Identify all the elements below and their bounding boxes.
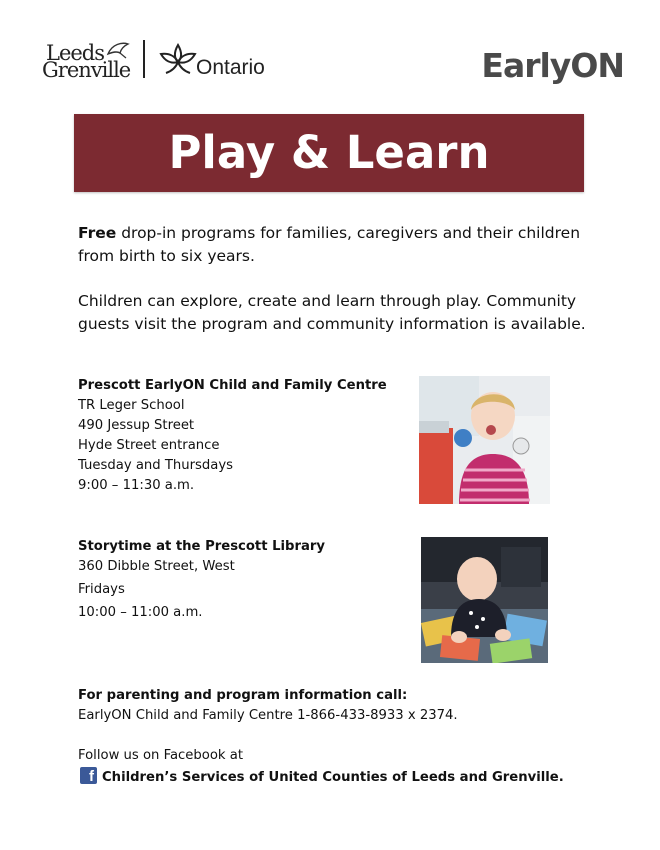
location-line: 10:00 – 11:00 a.m. xyxy=(78,605,203,620)
intro-paragraph-1 xyxy=(78,222,588,268)
leeds-grenville-logo xyxy=(42,42,134,82)
trillium-icon xyxy=(158,42,198,76)
location-line: TR Leger School xyxy=(78,398,185,413)
contact-heading: For parenting and program information call: xyxy=(78,688,408,703)
location-prescott-centre xyxy=(78,376,398,496)
intro-paragraph-1-rest: drop-in programs for families, caregivers and their children from birth to six years. xyxy=(78,224,581,265)
location-line: Fridays xyxy=(78,582,125,597)
earlyon-logo xyxy=(481,46,624,85)
contact-line: EarlyON Child and Family Centre 1-866-433-8933 x 2374. xyxy=(78,708,458,723)
location-heading: Prescott EarlyON Child and Family Centre xyxy=(78,378,387,393)
facebook-page-name: Children’s Services of United Counties of Leeds and Grenville. xyxy=(102,770,564,785)
photo-baby-with-books xyxy=(421,537,548,663)
facebook-icon: f xyxy=(80,767,97,784)
location-line: 360 Dibble Street, West xyxy=(78,559,235,574)
location-prescott-library xyxy=(78,537,398,623)
location-line: Tuesday and Thursdays xyxy=(78,458,234,473)
leeds-logo-line1: Leeds xyxy=(46,41,105,65)
location-line: 9:00 – 11:30 a.m. xyxy=(78,478,195,493)
ontario-logo-text: Ontario xyxy=(196,56,265,79)
photo-toddler-playing xyxy=(419,376,550,504)
logo-row xyxy=(40,38,624,86)
follow-text: Follow us on Facebook at xyxy=(78,748,244,763)
location-heading: Storytime at the Prescott Library xyxy=(78,539,325,554)
intro-text xyxy=(78,222,588,358)
intro-free-bold: Free xyxy=(78,224,117,242)
earlyon-logo-part1: Early xyxy=(481,46,571,85)
location-line: Hyde Street entrance xyxy=(78,438,220,453)
leaf-icon xyxy=(104,40,132,60)
title-banner: Play & Learn xyxy=(74,114,584,192)
intro-paragraph-2: Children can explore, create and learn through play. Community guests visit the program and community information is available. xyxy=(78,292,586,333)
earlyon-logo-part2: ON xyxy=(570,46,624,85)
contact-info xyxy=(78,686,458,726)
leeds-logo-line2: Grenville xyxy=(42,58,131,82)
location-line: 490 Jessup Street xyxy=(78,418,195,433)
logo-divider xyxy=(143,40,145,78)
